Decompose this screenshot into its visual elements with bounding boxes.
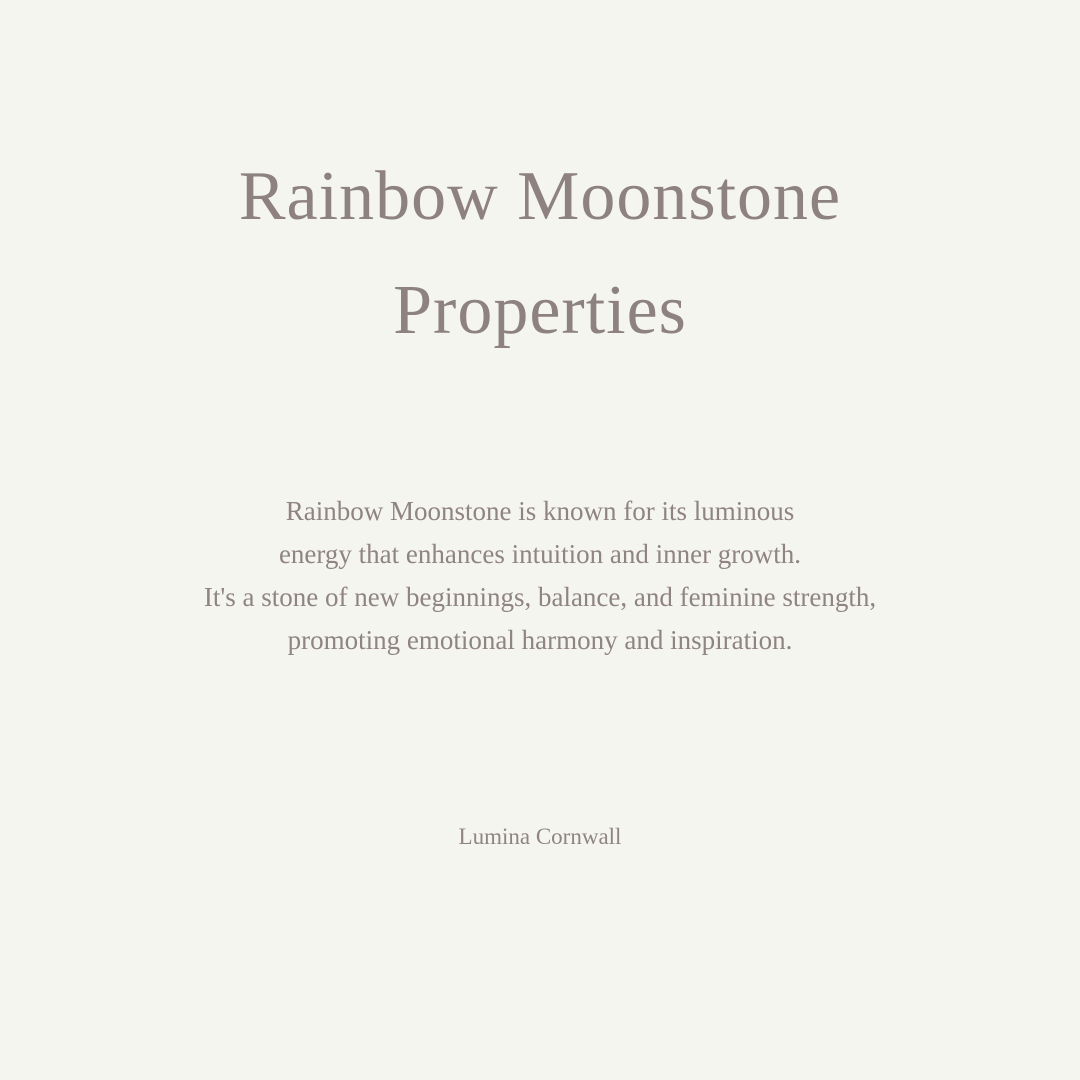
description-text [0,490,1080,662]
description-line-3: It's a stone of new beginnings, balance, and feminine strength, [203,582,877,612]
brand-name: Lumina Cornwall [458,824,622,849]
title-line-1: Rainbow Moonstone [238,158,842,235]
description-line-2: energy that enhances intuition and inner growth. [278,539,802,569]
title-line-2: Properties [393,272,687,349]
page-title [0,140,1080,368]
description-line-4: promoting emotional harmony and inspiration. [287,625,793,655]
description-line-1: Rainbow Moonstone is known for its luminous [285,496,795,526]
